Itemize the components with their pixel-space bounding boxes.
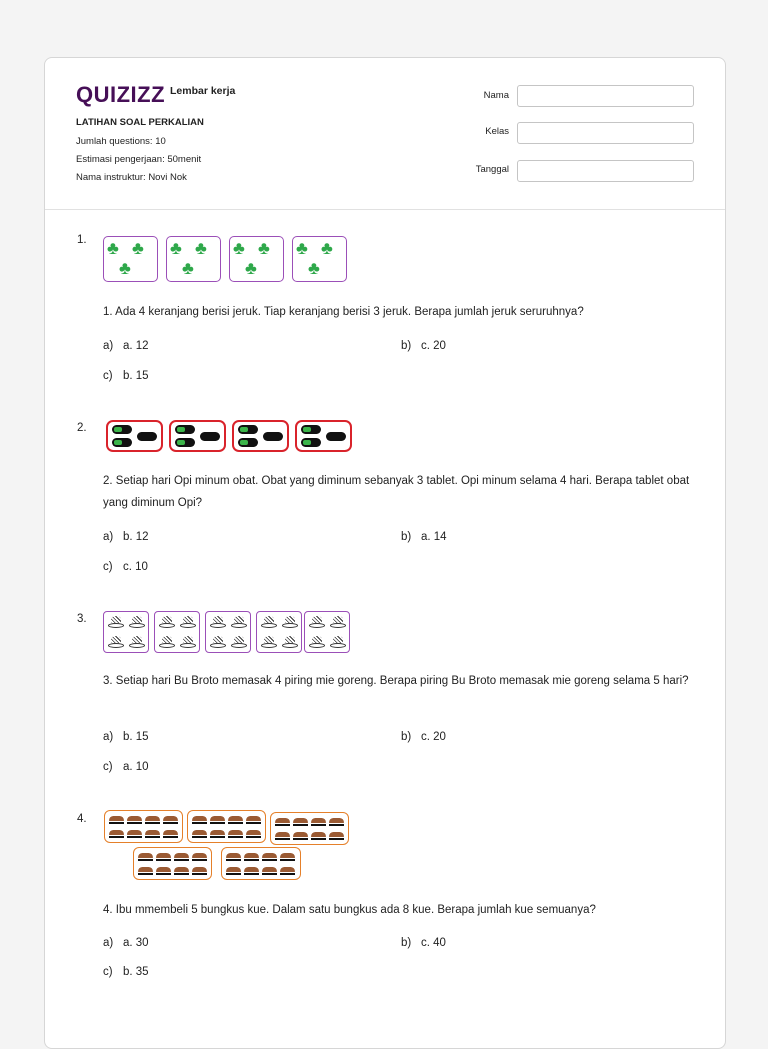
cake-icon [246,816,261,824]
noodle-plate-icon [209,615,227,628]
cake-icon [280,853,295,861]
option-text: a. 10 [123,761,149,773]
cake-icon [244,853,259,861]
question-3-option-a[interactable] [103,731,149,743]
noodle-plate-icon [179,615,197,628]
cake-icon [311,832,326,840]
cake-pack [104,810,183,843]
pill-icon [137,432,157,441]
pill-icon [326,432,346,441]
pill-icon [175,438,195,447]
plate-tray [256,611,302,653]
cake-icon [329,832,344,840]
cake-icon [210,816,225,824]
time-estimate: Estimasi pengerjaan: 50menit [76,154,202,165]
cherry-pair-icon: ♣ [245,258,257,278]
plate-tray [103,611,149,653]
cake-icon [192,816,207,824]
question-2-option-b[interactable] [401,531,447,543]
worksheet-header [45,58,725,210]
option-text: c. 10 [123,561,148,573]
cake-icon [109,816,124,824]
pill-icon [112,438,132,447]
cake-icon [127,816,142,824]
cherry-pair-icon: ♣ [296,238,308,258]
noodle-plate-icon [107,615,125,628]
noodle-plate-icon [308,615,326,628]
cake-icon [163,830,178,838]
noodle-plate-icon [158,635,176,648]
cake-icon [226,867,241,875]
question-4-text: 4. Ibu mmembeli 5 bungkus kue. Dalam satu bungkus ada 8 kue. Berapa jumlah kue semuanya? [103,904,596,916]
question-1-text: 1. Ada 4 keranjang berisi jeruk. Tiap keranjang berisi 3 jeruk. Berapa jumlah jeruk seruruhnya? [103,306,584,318]
worksheet-page [44,57,726,1049]
option-text: b. 15 [123,731,149,743]
option-letter: c) [103,370,113,382]
date-field[interactable] [517,160,694,182]
plate-tray [304,611,350,653]
noodle-plate-icon [128,635,146,648]
question-1-number: 1. [77,234,87,246]
cake-icon [138,867,153,875]
cake-icon [145,816,160,824]
pill-icon [263,432,283,441]
pill-pack [295,420,352,452]
noodle-plate-icon [209,635,227,648]
option-letter: c) [103,966,113,978]
cherry-pair-icon: ♣ [258,238,270,258]
cake-icon [210,830,225,838]
pill-icon [301,425,321,434]
question-count: Jumlah questions: 10 [76,136,166,147]
question-4-option-b[interactable] [401,937,446,949]
date-label: Tanggal [475,164,509,175]
class-label: Kelas [485,126,509,137]
name-field[interactable] [517,85,694,107]
fruit-basket [292,236,347,282]
question-3-option-b[interactable] [401,731,446,743]
option-text: a. 12 [123,340,149,352]
cake-icon [156,853,171,861]
noodle-plate-icon [329,635,347,648]
question-1-option-a[interactable] [103,340,149,352]
option-text: c. 20 [421,731,446,743]
option-text: a. 14 [421,531,447,543]
cake-icon [192,853,207,861]
option-letter: c) [103,561,113,573]
cake-pack [187,810,266,843]
question-2-number: 2. [77,422,87,434]
option-text: b. 35 [123,966,149,978]
option-letter: a) [103,937,114,949]
fruit-basket [229,236,284,282]
noodle-plate-icon [260,615,278,628]
cake-pack [221,847,301,880]
pill-icon [238,438,258,447]
cake-icon [174,867,189,875]
worksheet-title: LATIHAN SOAL PERKALIAN [76,117,204,128]
noodle-plate-icon [107,635,125,648]
option-letter: b) [401,531,412,543]
question-1-option-b[interactable] [401,340,446,352]
cherry-pair-icon: ♣ [170,238,182,258]
option-text: b. 15 [123,370,149,382]
noodle-plate-icon [230,615,248,628]
option-text: c. 40 [421,937,446,949]
cake-icon [262,853,277,861]
option-letter: b) [401,731,412,743]
option-text: a. 30 [123,937,149,949]
question-2-option-c[interactable] [103,561,148,573]
noodle-plate-icon [308,635,326,648]
plate-tray [205,611,251,653]
cake-icon [109,830,124,838]
option-letter: b) [401,937,412,949]
pill-icon [301,438,321,447]
cake-icon [156,867,171,875]
plate-tray [154,611,200,653]
fruit-basket [103,236,158,282]
pill-pack [169,420,226,452]
cake-icon [138,853,153,861]
option-letter: a) [103,531,114,543]
cherry-pair-icon: ♣ [182,258,194,278]
cake-icon [127,830,142,838]
cake-pack [270,812,349,845]
cake-pack [133,847,212,880]
cherry-pair-icon: ♣ [195,238,207,258]
noodle-plate-icon [329,615,347,628]
pill-icon [112,425,132,434]
cake-icon [228,816,243,824]
cake-icon [226,853,241,861]
name-label: Nama [483,90,509,101]
cherry-pair-icon: ♣ [119,258,131,278]
question-3-number: 3. [77,613,87,625]
option-letter: a) [103,731,114,743]
cake-icon [275,832,290,840]
noodle-plate-icon [281,635,299,648]
pill-pack [106,420,163,452]
cherry-pair-icon: ♣ [132,238,144,258]
cake-icon [293,818,308,826]
cake-icon [311,818,326,826]
cake-icon [145,830,160,838]
worksheet-type-label: Lembar kerja [170,85,236,97]
cake-icon [163,816,178,824]
option-letter: c) [103,761,113,773]
question-3-text: 3. Setiap hari Bu Broto memasak 4 piring mie goreng. Berapa piring Bu Broto memasak mie goreng selama 5 hari? [103,675,689,687]
cake-icon [280,867,295,875]
noodle-plate-icon [179,635,197,648]
cake-icon [192,867,207,875]
cake-icon [244,867,259,875]
question-4-option-a[interactable] [103,937,149,949]
class-field[interactable] [517,122,694,144]
question-2-option-a[interactable] [103,531,149,543]
question-1-option-c[interactable] [103,370,149,382]
quizizz-logo: QUIZIZZ [76,82,166,107]
option-letter: a) [103,340,114,352]
pill-icon [200,432,220,441]
pill-icon [175,425,195,434]
cherry-pair-icon: ♣ [233,238,245,258]
noodle-plate-icon [260,635,278,648]
question-3-option-c[interactable] [103,761,149,773]
cake-icon [329,818,344,826]
cherry-pair-icon: ♣ [321,238,333,258]
cake-icon [275,818,290,826]
cake-icon [293,832,308,840]
pill-pack [232,420,289,452]
noodle-plate-icon [128,615,146,628]
noodle-plate-icon [281,615,299,628]
instructor-name: Nama instruktur: Novi Nok [76,172,187,183]
cake-icon [246,830,261,838]
cherry-pair-icon: ♣ [107,238,119,258]
noodle-plate-icon [230,635,248,648]
cherry-pair-icon: ♣ [308,258,320,278]
fruit-basket [166,236,221,282]
question-2-text: 2. Setiap hari Opi minum obat. Obat yang diminum sebanyak 3 tablet. Opi minum selama 4 hari. Berapa tablet obat yang diminum Opi? [103,475,690,509]
option-letter: b) [401,340,412,352]
pill-icon [238,425,258,434]
question-4-number: 4. [77,813,87,825]
cake-icon [174,853,189,861]
option-text: b. 12 [123,531,149,543]
cake-icon [228,830,243,838]
question-4-option-c[interactable] [103,966,149,978]
option-text: c. 20 [421,340,446,352]
cake-icon [192,830,207,838]
cake-icon [262,867,277,875]
noodle-plate-icon [158,615,176,628]
